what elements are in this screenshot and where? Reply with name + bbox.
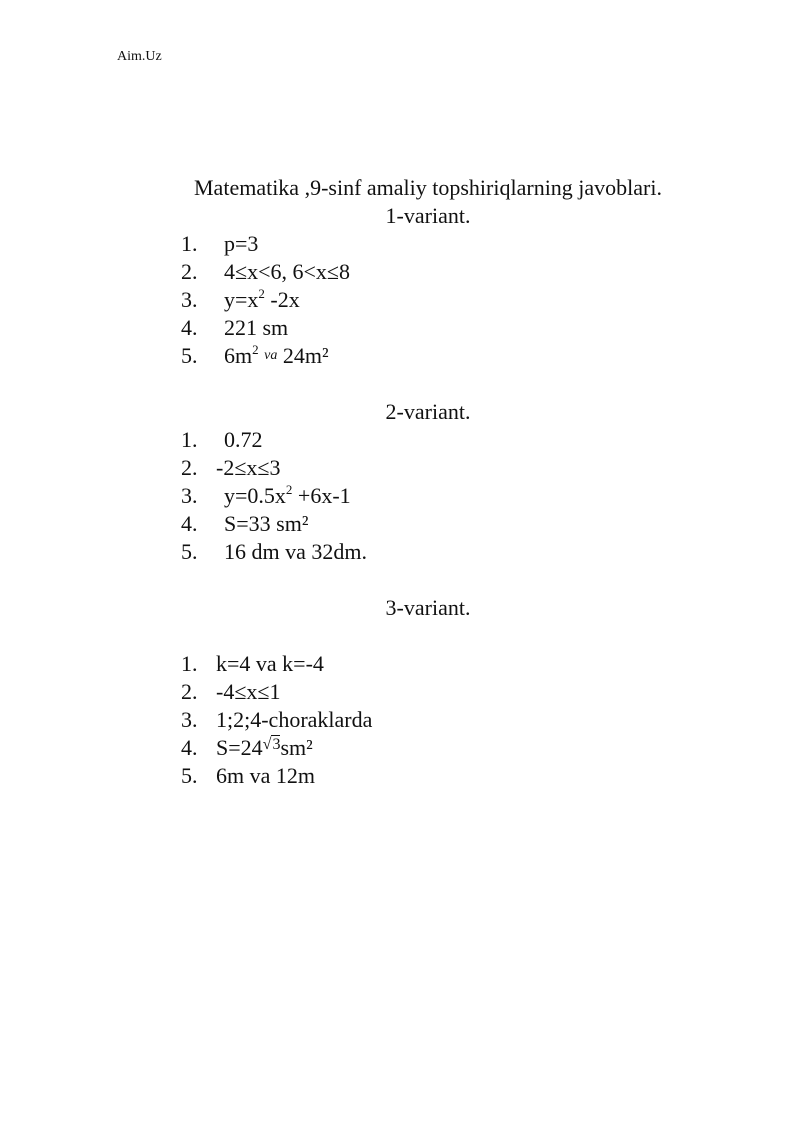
answer-superscript: 2 — [285, 482, 293, 497]
answer-number: 4. — [181, 511, 198, 536]
answer-item — [0, 706, 800, 734]
answer-number: 5. — [181, 539, 198, 564]
answer-superscript: 2 — [252, 342, 259, 357]
document-body — [0, 174, 800, 790]
answer-number: 2. — [181, 679, 198, 704]
answer-number: 5. — [181, 763, 198, 788]
answer-number: 3. — [181, 287, 198, 312]
answer-text: 4≤x<6, 6<x≤8 — [224, 259, 350, 284]
variant-2-answers — [0, 426, 800, 566]
answer-item — [0, 342, 800, 370]
answer-text: -2≤x≤3 — [216, 455, 281, 480]
answer-text: 0.72 — [224, 427, 263, 452]
answer-text: 6m va 12m — [216, 763, 315, 788]
answer-after: sm² — [280, 735, 313, 760]
answer-base: y=x — [224, 287, 259, 312]
answer-number: 4. — [181, 735, 198, 760]
answer-after: +6x-1 — [292, 483, 351, 508]
answer-item — [0, 538, 800, 566]
answer-item — [0, 454, 800, 482]
answer-text — [224, 286, 300, 317]
answer-pre: S=24 — [216, 735, 263, 760]
answer-item — [0, 650, 800, 678]
answer-after: -2x — [264, 287, 300, 312]
answer-item — [0, 678, 800, 706]
answer-number: 3. — [181, 483, 198, 508]
sqrt-radicand: 3 — [272, 736, 281, 753]
answer-item — [0, 426, 800, 454]
answer-text: 16 dm va 32dm. — [224, 539, 367, 564]
answer-item — [0, 734, 800, 762]
answer-item — [0, 482, 800, 510]
square-root — [263, 731, 281, 759]
document-title: Matematika ,9-sinf amaliy topshiriqlarning javoblari. — [194, 175, 662, 200]
answer-item — [0, 286, 800, 314]
answer-item — [0, 258, 800, 286]
answer-number: 1. — [181, 427, 198, 452]
answer-number: 4. — [181, 315, 198, 340]
answer-item — [0, 762, 800, 790]
answer-text: k=4 va k=-4 — [216, 651, 324, 676]
answer-conjunction: va — [264, 348, 278, 363]
answer-text: -4≤x≤1 — [216, 679, 281, 704]
answer-superscript: 2 — [258, 286, 265, 301]
answer-base: y=0.5x — [224, 483, 286, 508]
answer-text — [216, 734, 313, 765]
answer-text: S=33 sm² — [224, 511, 309, 536]
variant-1-title: 1-variant. — [385, 203, 471, 228]
answer-number: 1. — [181, 231, 198, 256]
answer-number: 3. — [181, 707, 198, 732]
answer-item — [0, 230, 800, 258]
answer-number: 2. — [181, 259, 198, 284]
answer-number: 5. — [181, 343, 198, 368]
answer-item — [0, 510, 800, 538]
variant-3-answers — [0, 650, 800, 790]
sqrt-sign: √ — [262, 736, 272, 753]
variant-1-answers — [0, 230, 800, 370]
answer-number: 2. — [181, 455, 198, 480]
answer-text — [224, 342, 329, 374]
answer-text: 221 sm — [224, 315, 289, 340]
variant-2-title: 2-variant. — [385, 399, 471, 424]
variant-3-title: 3-variant. — [385, 595, 471, 620]
answer-number: 1. — [181, 651, 198, 676]
answer-text: 1;2;4-choraklarda — [216, 707, 373, 732]
answer-text — [224, 482, 351, 513]
answer-item — [0, 314, 800, 342]
answer-base: 6m — [224, 343, 253, 368]
answer-after: 24m² — [277, 343, 329, 368]
answer-text: p=3 — [224, 231, 259, 256]
header-site-name: Aim.Uz — [117, 49, 162, 64]
